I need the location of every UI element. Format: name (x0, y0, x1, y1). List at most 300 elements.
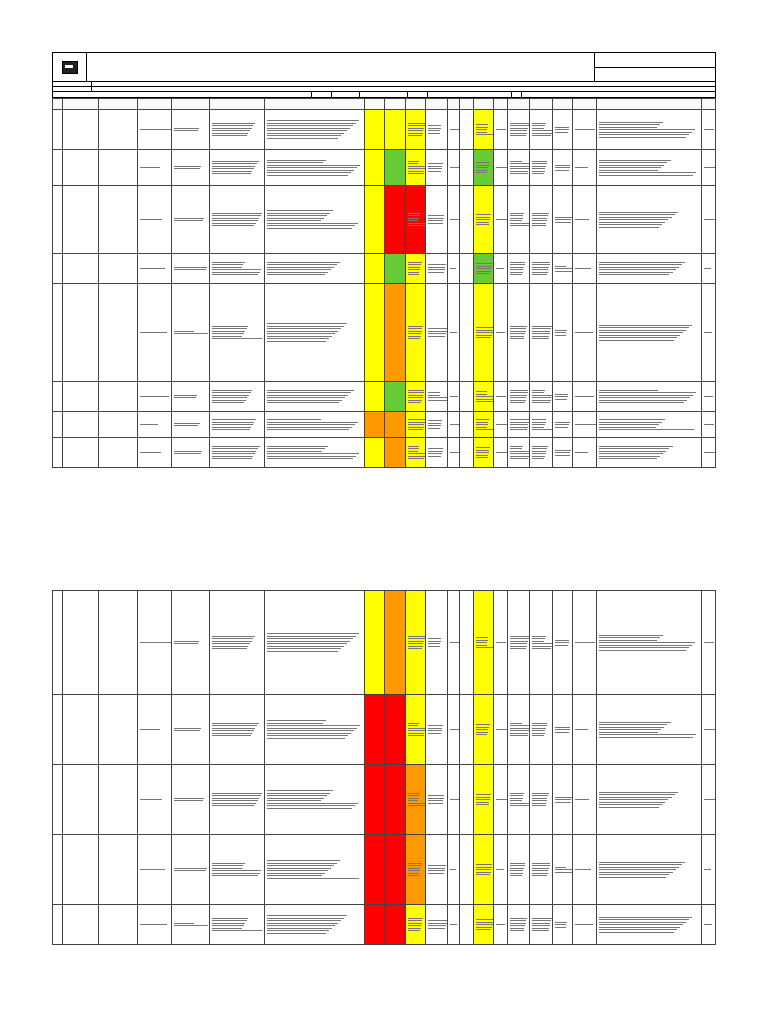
illegible-text-line (267, 870, 329, 871)
illegible-text-line (408, 171, 425, 172)
illegible-text-line (267, 648, 342, 649)
illegible-text-line (599, 165, 664, 166)
illegible-text-line (476, 271, 491, 272)
illegible-text-line (174, 267, 207, 268)
illegible-text-line (510, 728, 529, 729)
text-cell (171, 254, 209, 284)
illegible-text-line (267, 333, 336, 334)
process-cell (63, 835, 99, 905)
illegible-text-line (476, 162, 490, 163)
illegible-text-line (476, 642, 487, 643)
text-cell (210, 835, 264, 905)
residual-risk-cell (474, 186, 494, 254)
illegible-text-line (599, 729, 661, 730)
text-cell (210, 150, 264, 186)
illegible-text-line (267, 338, 330, 339)
illegible-text-line (408, 448, 419, 449)
text-cell (508, 284, 530, 382)
illegible-text-line (212, 805, 254, 806)
illegible-text-line (532, 728, 546, 729)
text-cell (137, 835, 171, 905)
illegible-text-line (496, 642, 506, 643)
illegible-text-line (408, 130, 424, 131)
table-row (53, 905, 716, 945)
illegible-text-line (212, 446, 260, 447)
illegible-text-line (599, 429, 694, 430)
illegible-text-line (532, 458, 544, 459)
illegible-text-line (140, 642, 171, 643)
column-header (596, 99, 701, 110)
illegible-text-line (450, 452, 460, 453)
table-row (53, 284, 716, 382)
text-cell (596, 695, 701, 765)
text-cell (137, 695, 171, 765)
text-cell (264, 412, 365, 438)
risk-zone-cell (405, 905, 425, 945)
illegible-text-line (267, 863, 338, 864)
illegible-text-line (510, 223, 529, 224)
text-cell (530, 254, 552, 284)
text-cell (530, 905, 552, 945)
illegible-text-line (555, 427, 569, 428)
illegible-text-line (408, 213, 421, 214)
illegible-text-line (408, 427, 424, 428)
illegible-text-line (476, 727, 489, 728)
illegible-text-line (599, 917, 692, 918)
probability-rating-cell (385, 835, 405, 905)
illegible-text-line (555, 424, 569, 425)
illegible-text-line (428, 646, 440, 647)
illegible-text-line (212, 868, 241, 869)
text-cell (137, 412, 171, 438)
impact-rating-cell (365, 150, 385, 186)
illegible-text-line (599, 162, 667, 163)
text-cell (572, 835, 596, 905)
illegible-text-line (408, 728, 426, 729)
text-cell (572, 695, 596, 765)
illegible-text-line (267, 793, 331, 794)
illegible-text-line (510, 636, 529, 637)
illegible-text-line (267, 225, 356, 226)
illegible-text-line (428, 397, 448, 398)
illegible-text-line (575, 129, 596, 130)
illegible-text-line (476, 165, 489, 166)
text-cell (552, 284, 572, 382)
illegible-text-line (599, 269, 676, 270)
illegible-text-line (408, 397, 423, 398)
illegible-text-line (555, 732, 570, 733)
risk-zone-cell (405, 695, 425, 765)
illegible-text-line (476, 457, 488, 458)
text-cell (530, 150, 552, 186)
illegible-text-line (212, 800, 257, 801)
illegible-text-line (408, 168, 425, 169)
illegible-text-line (408, 326, 423, 327)
illegible-text-line (428, 451, 443, 452)
group-spacer (53, 92, 311, 97)
illegible-text-line (532, 636, 545, 637)
illegible-text-line (476, 399, 493, 400)
illegible-text-line (510, 422, 529, 423)
illegible-text-line (408, 269, 420, 270)
text-cell (459, 695, 473, 765)
residual-risk-cell (474, 110, 494, 150)
illegible-text-line (532, 331, 550, 332)
illegible-text-line (476, 335, 492, 336)
illegible-text-line (212, 272, 260, 273)
text-cell (53, 382, 63, 412)
illegible-text-line (510, 733, 528, 734)
text-cell (530, 765, 552, 835)
illegible-text-line (599, 722, 671, 723)
illegible-text-line (267, 274, 326, 275)
illegible-text-line (555, 266, 566, 267)
table-row (53, 254, 716, 284)
illegible-text-line (212, 925, 244, 926)
illegible-text-line (532, 422, 545, 423)
illegible-text-line (555, 127, 570, 128)
illegible-text-line (476, 273, 490, 274)
illegible-text-line (408, 173, 424, 174)
illegible-text-line (140, 396, 170, 397)
illegible-text-line (267, 803, 359, 804)
text-cell (494, 284, 508, 382)
info-label (53, 82, 91, 86)
text-cell (701, 905, 715, 945)
illegible-text-line (476, 929, 491, 930)
illegible-text-line (267, 213, 331, 214)
text-cell (210, 284, 264, 382)
illegible-text-line (476, 452, 489, 453)
illegible-text-line (510, 795, 523, 796)
illegible-text-line (174, 333, 208, 334)
illegible-text-line (532, 223, 546, 224)
illegible-text-line (408, 218, 419, 219)
text-cell (53, 412, 63, 438)
illegible-text-line (532, 429, 552, 430)
illegible-text-line (428, 218, 444, 219)
illegible-text-line (476, 132, 487, 133)
illegible-text-line (476, 214, 491, 215)
text-cell (137, 186, 171, 254)
text-cell (425, 438, 447, 468)
text-cell (596, 150, 701, 186)
illegible-text-line (575, 167, 588, 168)
illegible-text-line (496, 799, 508, 800)
illegible-text-line (174, 423, 200, 424)
illegible-text-line (599, 424, 659, 425)
illegible-text-line (212, 427, 251, 428)
illegible-text-line (267, 138, 339, 139)
text-cell (53, 695, 63, 765)
illegible-text-line (476, 219, 490, 220)
illegible-text-line (575, 424, 596, 425)
process-cell (63, 905, 99, 945)
illegible-text-line (476, 394, 487, 395)
text-cell (494, 695, 508, 765)
text-cell (701, 150, 715, 186)
illegible-text-line (532, 868, 549, 869)
illegible-text-line (267, 323, 348, 324)
illegible-text-line (267, 875, 323, 876)
text-cell (137, 254, 171, 284)
text-cell (552, 186, 572, 254)
illegible-text-line (212, 267, 241, 268)
illegible-text-line (532, 400, 550, 401)
illegible-text-line (267, 633, 360, 634)
illegible-text-line (450, 799, 460, 800)
illegible-text-line (267, 424, 356, 425)
illegible-text-line (510, 803, 529, 804)
illegible-text-line (267, 918, 345, 919)
text-cell (701, 382, 715, 412)
process-cell (63, 412, 99, 438)
illegible-text-line (267, 390, 355, 391)
illegible-text-line (428, 798, 444, 799)
illegible-text-line (212, 798, 259, 799)
illegible-text-line (428, 420, 442, 421)
text-cell (508, 765, 530, 835)
illegible-text-line (510, 274, 522, 275)
illegible-text-line (476, 424, 487, 425)
illegible-text-line (510, 267, 524, 268)
illegible-text-line (408, 133, 423, 134)
text-cell (53, 284, 63, 382)
table-header-row (53, 99, 716, 110)
illegible-text-line (476, 729, 488, 730)
process-cell (63, 591, 99, 695)
text-cell (596, 765, 701, 835)
text-cell (210, 382, 264, 412)
illegible-text-line (408, 865, 421, 866)
illegible-text-line (555, 170, 570, 171)
illegible-text-line (599, 327, 689, 328)
illegible-text-line (267, 326, 345, 327)
illegible-text-line (496, 167, 507, 168)
illegible-text-line (408, 395, 424, 396)
text-cell (572, 110, 596, 150)
illegible-text-line (408, 723, 419, 724)
illegible-text-line (575, 219, 590, 220)
text-cell (701, 110, 715, 150)
illegible-text-line (532, 390, 544, 391)
probability-rating-cell (385, 254, 405, 284)
illegible-text-line (476, 172, 487, 173)
text-cell (508, 695, 530, 765)
table-row (53, 412, 716, 438)
illegible-text-line (140, 129, 171, 130)
illegible-text-line (267, 800, 322, 801)
illegible-text-line (599, 862, 685, 863)
illegible-text-line (510, 397, 526, 398)
illegible-text-line (408, 163, 419, 164)
illegible-text-line (599, 397, 690, 398)
illegible-text-line (476, 224, 489, 225)
illegible-text-line (267, 267, 335, 268)
illegible-text-line (575, 924, 593, 925)
illegible-text-line (212, 400, 246, 401)
text-cell (552, 591, 572, 695)
text-cell (701, 835, 715, 905)
text-cell (494, 254, 508, 284)
process-cell (63, 438, 99, 468)
risk-zone-cell (405, 835, 425, 905)
illegible-text-line (599, 922, 686, 923)
text-cell (53, 835, 63, 905)
illegible-text-line (510, 220, 522, 221)
illegible-text-line (476, 867, 492, 868)
illegible-text-line (599, 219, 669, 220)
illegible-text-line (267, 210, 334, 211)
impact-rating-cell (365, 186, 385, 254)
illegible-text-line (532, 803, 546, 804)
illegible-text-line (555, 268, 573, 269)
illegible-text-line (212, 873, 260, 874)
illegible-text-line (532, 328, 551, 329)
illegible-text-line (555, 450, 571, 451)
impact-rating-cell (365, 905, 385, 945)
illegible-text-line (532, 272, 547, 273)
text-cell (459, 110, 473, 150)
illegible-text-line (555, 797, 572, 798)
illegible-text-line (510, 135, 526, 136)
illegible-text-line (212, 424, 253, 425)
illegible-text-line (599, 274, 670, 275)
illegible-text-line (599, 446, 673, 447)
illegible-text-line (476, 217, 490, 218)
illegible-text-line (532, 397, 551, 398)
illegible-text-line (140, 332, 167, 333)
text-cell (552, 695, 572, 765)
illegible-text-line (510, 923, 525, 924)
illegible-text-line (532, 723, 547, 724)
illegible-text-line (408, 923, 422, 924)
illegible-text-line (267, 328, 342, 329)
illegible-text-line (555, 167, 570, 168)
illegible-text-line (212, 920, 247, 921)
risk-matrix-table-continued (52, 590, 716, 945)
info-value (91, 87, 715, 91)
illegible-text-line (532, 638, 545, 639)
illegible-text-line (428, 800, 443, 801)
text-cell (447, 765, 459, 835)
text-cell (447, 835, 459, 905)
process-cell (63, 186, 99, 254)
text-cell (447, 284, 459, 382)
illegible-text-line (510, 269, 523, 270)
illegible-text-line (599, 172, 697, 173)
illegible-text-line (428, 333, 446, 334)
illegible-text-line (450, 129, 459, 130)
illegible-text-line (555, 129, 569, 130)
text-cell (530, 110, 552, 150)
illegible-text-line (428, 223, 443, 224)
text-cell (171, 695, 209, 765)
info-label (53, 87, 91, 91)
illegible-text-line (212, 390, 252, 391)
impact-rating-cell (365, 695, 385, 765)
illegible-text-line (532, 641, 544, 642)
illegible-text-line (408, 225, 425, 226)
text-cell (701, 254, 715, 284)
illegible-text-line (476, 922, 493, 923)
residual-risk-cell (474, 905, 494, 945)
illegible-text-line (267, 915, 348, 916)
illegible-text-line (408, 390, 425, 391)
illegible-text-line (555, 924, 567, 925)
illegible-text-line (267, 638, 354, 639)
illegible-text-line (476, 427, 487, 428)
text-cell (508, 412, 530, 438)
illegible-text-line (496, 268, 504, 269)
text-cell (210, 438, 264, 468)
table-row (53, 382, 716, 412)
residual-risk-cell (474, 150, 494, 186)
illegible-text-line (555, 399, 567, 400)
illegible-text-line (408, 223, 426, 224)
illegible-text-line (267, 395, 349, 396)
illegible-text-line (408, 920, 423, 921)
illegible-text-line (408, 795, 420, 796)
illegible-text-line (267, 456, 357, 457)
illegible-text-line (532, 215, 548, 216)
text-cell (572, 254, 596, 284)
text-cell (459, 412, 473, 438)
risk-cell (99, 695, 137, 765)
text-cell (572, 765, 596, 835)
illegible-text-line (476, 869, 491, 870)
illegible-text-line (174, 925, 208, 926)
illegible-text-line (532, 220, 546, 221)
illegible-text-line (212, 326, 248, 327)
illegible-text-line (428, 865, 446, 866)
illegible-text-line (212, 730, 254, 731)
illegible-text-line (450, 424, 459, 425)
probability-rating-cell (385, 150, 405, 186)
illegible-text-line (174, 130, 198, 131)
illegible-text-line (599, 737, 693, 738)
illegible-text-line (599, 650, 686, 651)
illegible-text-line (532, 643, 552, 644)
illegible-text-line (267, 336, 333, 337)
illegible-text-line (599, 264, 682, 265)
illegible-text-line (408, 451, 419, 452)
text-cell (447, 254, 459, 284)
illegible-text-line (704, 729, 715, 730)
illegible-text-line (599, 134, 689, 135)
illegible-text-line (599, 227, 659, 228)
table-row (53, 835, 716, 905)
illegible-text-line (267, 331, 339, 332)
illegible-text-line (428, 870, 445, 871)
text-cell (572, 284, 596, 382)
illegible-text-line (532, 128, 544, 129)
illegible-text-line (408, 735, 424, 736)
text-cell (459, 905, 473, 945)
text-cell (459, 254, 473, 284)
illegible-text-line (212, 725, 257, 726)
text-cell (494, 835, 508, 905)
illegible-text-line (532, 918, 551, 919)
risk-zone-cell (405, 412, 425, 438)
illegible-text-line (510, 427, 528, 428)
illegible-text-line (267, 873, 326, 874)
illegible-text-line (599, 734, 697, 735)
illegible-text-line (599, 422, 662, 423)
illegible-text-line (212, 918, 248, 919)
text-cell (508, 591, 530, 695)
illegible-text-line (510, 723, 522, 724)
